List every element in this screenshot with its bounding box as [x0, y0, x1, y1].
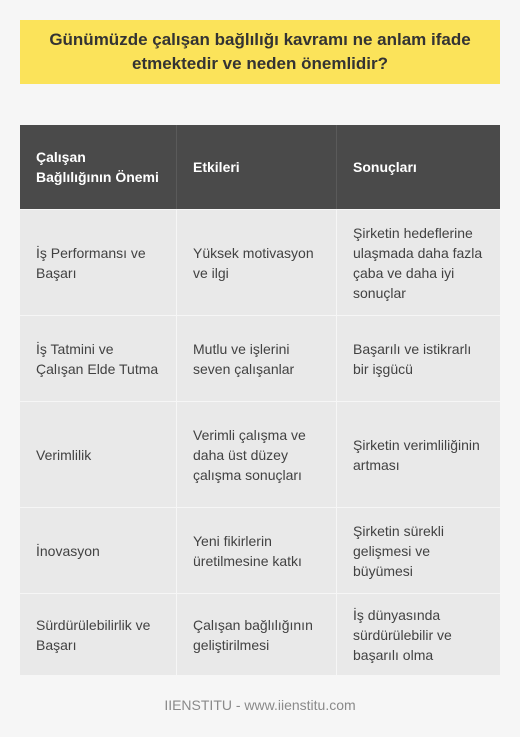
table-header-row [20, 125, 500, 209]
column-header-importance: Çalışan Bağlılığının Önemi [20, 125, 177, 209]
table-cell: Yeni fikirlerin üretilmesine katkı [177, 507, 337, 593]
page-title: Günümüzde çalışan bağlılığı kavramı ne anlam ifade etmektedir ve neden önemlidir? [49, 30, 471, 73]
importance-table [20, 125, 500, 675]
table-cell: Mutlu ve işlerini seven çalışanlar [177, 315, 337, 401]
column-header-results: Sonuçları [337, 125, 500, 209]
table-cell: Şirketin sürekli gelişmesi ve büyümesi [337, 507, 500, 593]
table-cell: Sürdürülebilirlik ve Başarı [20, 593, 177, 675]
table-row [20, 593, 500, 675]
table-row [20, 507, 500, 593]
table-cell: İnovasyon [20, 507, 177, 593]
title-banner [20, 20, 500, 84]
table-row [20, 401, 500, 507]
table-cell: İş dünyasında sürdürülebilir ve başarılı olma [337, 593, 500, 675]
column-header-effects: Etkileri [177, 125, 337, 209]
table-cell: Şirketin verimliliğinin artması [337, 401, 500, 507]
table-cell: Yüksek motivasyon ve ilgi [177, 209, 337, 315]
table-cell: Verimlilik [20, 401, 177, 507]
table-cell: Verimli çalışma ve daha üst düzey çalışma sonuçları [177, 401, 337, 507]
footer-credit: IIENSTITU - www.iienstitu.com [164, 697, 356, 713]
data-table [20, 125, 500, 675]
table-row [20, 209, 500, 315]
table-cell: Başarılı ve istikrarlı bir işgücü [337, 315, 500, 401]
table-cell: İş Performansı ve Başarı [20, 209, 177, 315]
table-cell: Çalışan bağlılığının geliştirilmesi [177, 593, 337, 675]
table-cell: İş Tatmini ve Çalışan Elde Tutma [20, 315, 177, 401]
table-cell: Şirketin hedeflerine ulaşmada daha fazla çaba ve daha iyi sonuçlar [337, 209, 500, 315]
table-row [20, 315, 500, 401]
